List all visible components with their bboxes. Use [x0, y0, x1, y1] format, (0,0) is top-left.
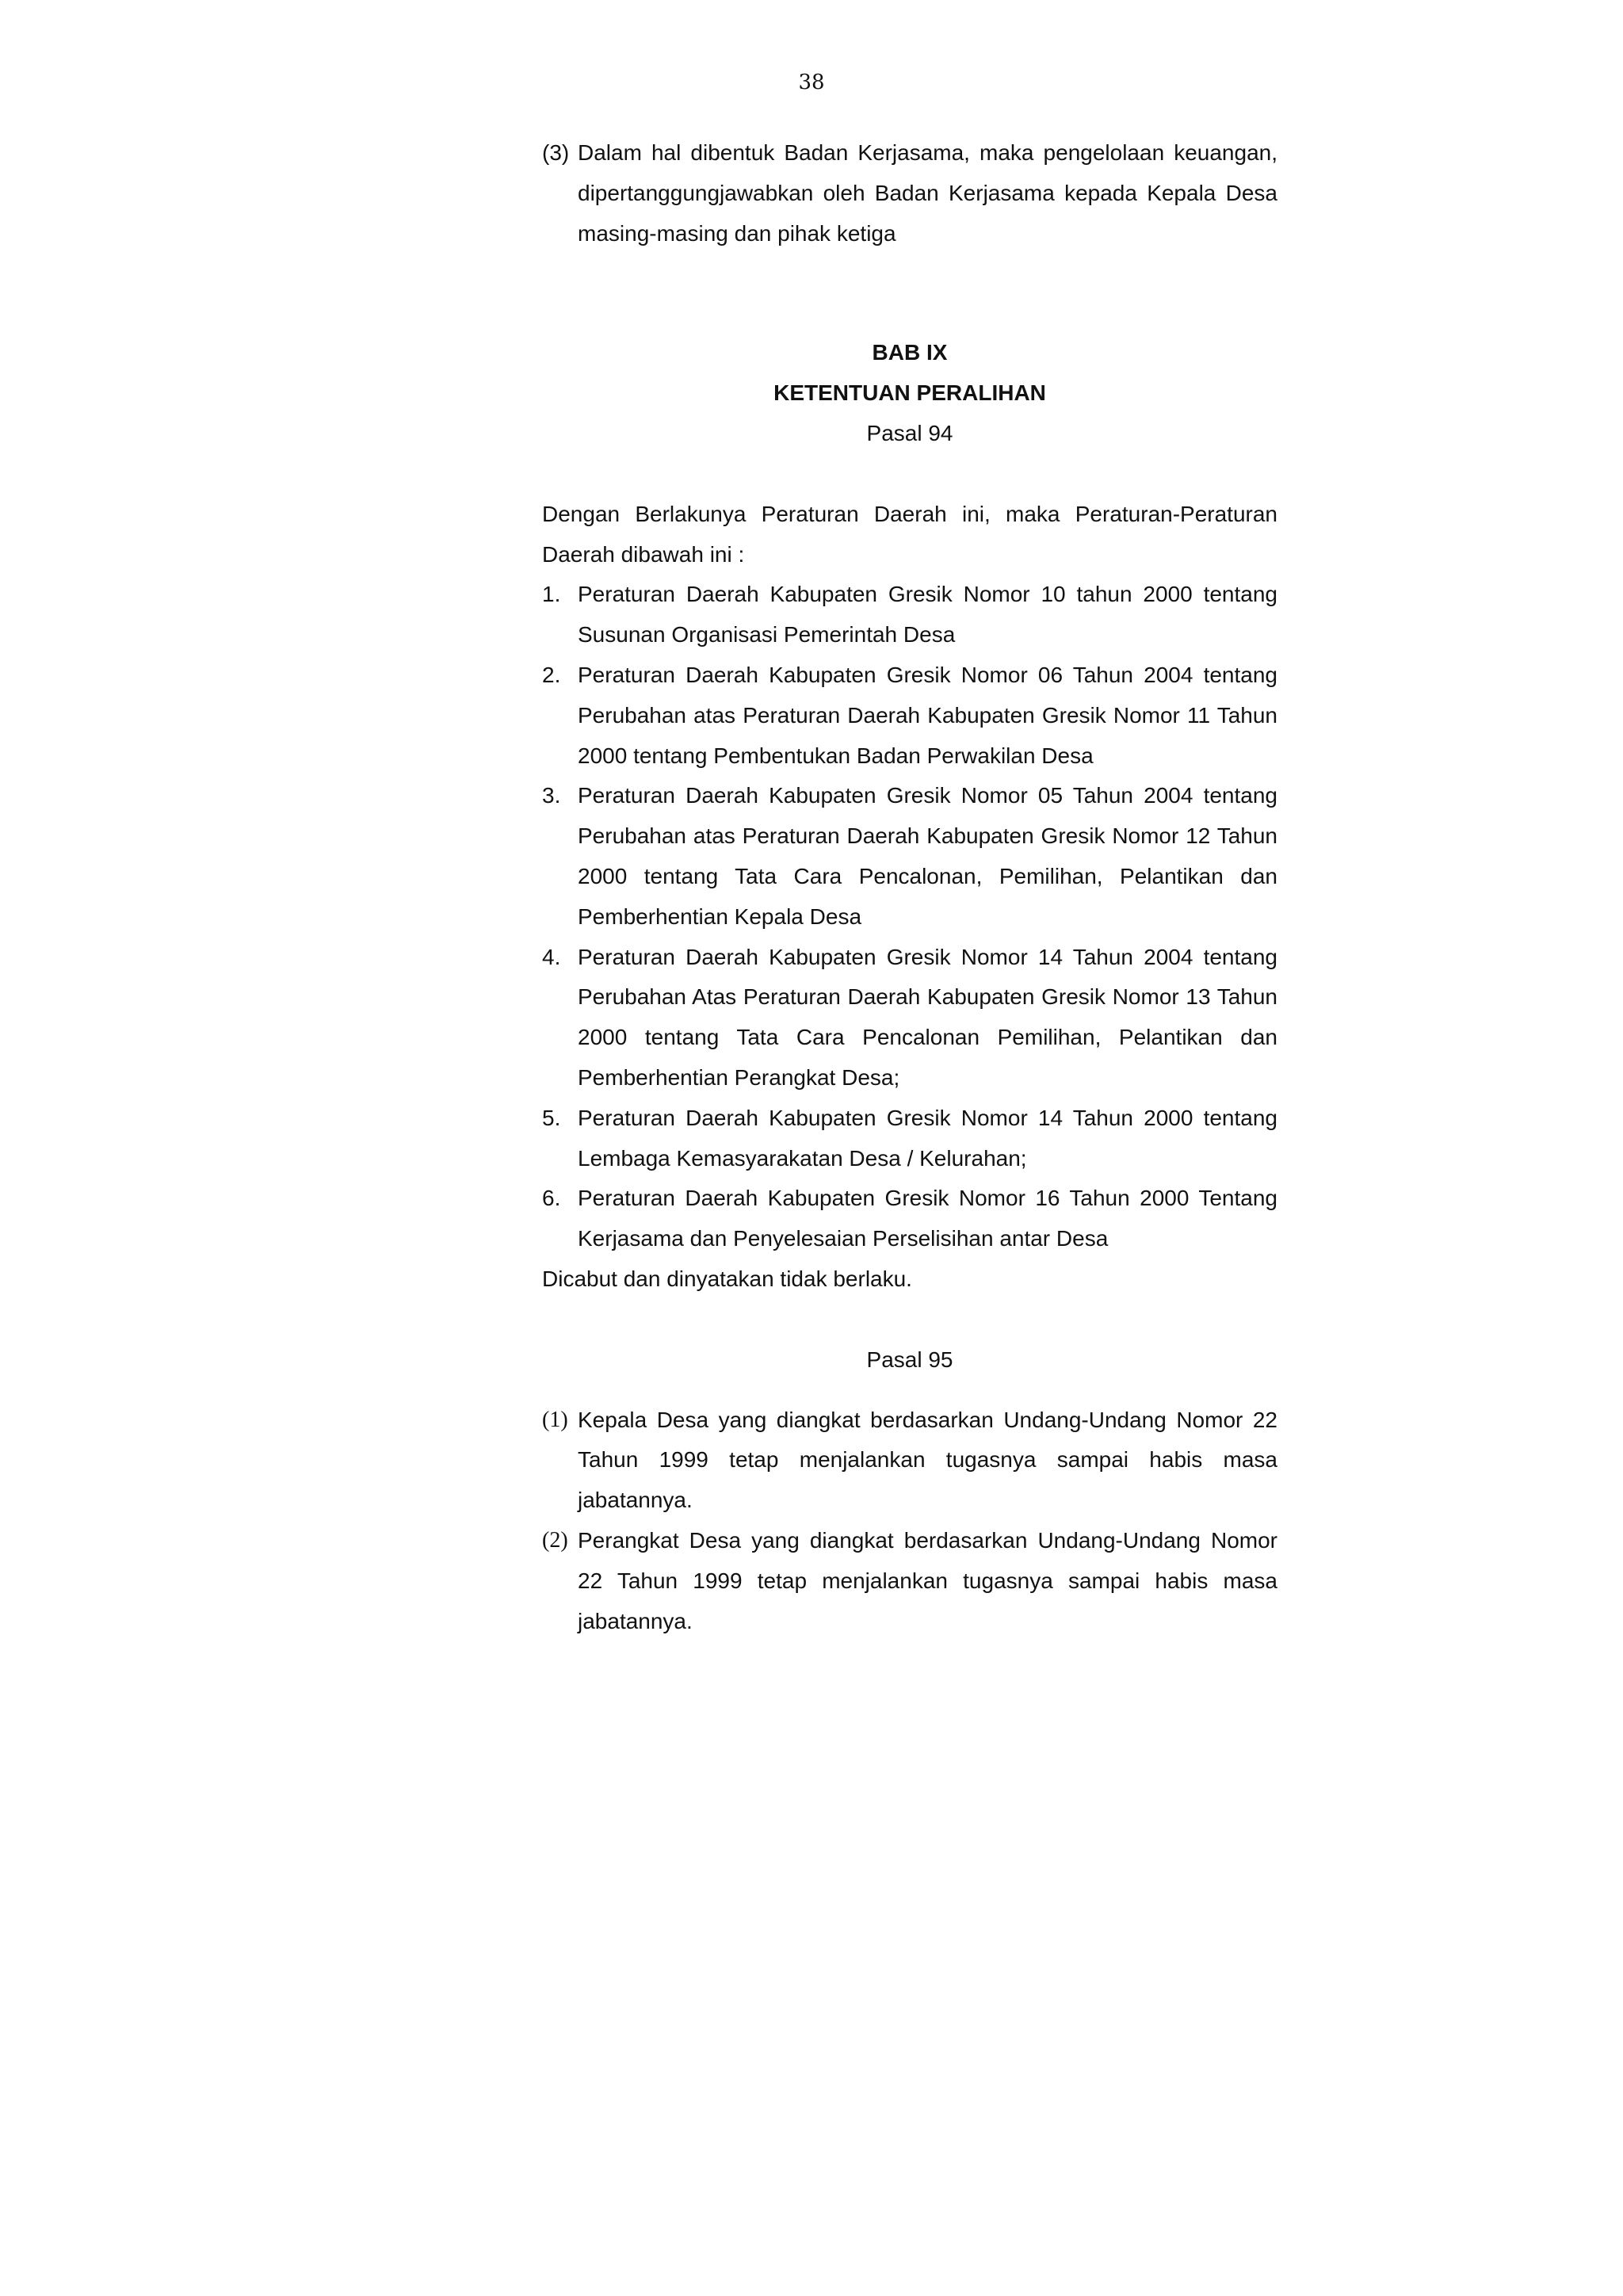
item-text: Dalam hal dibentuk Badan Kerjasama, maka pengelolaan keuangan, dipertanggungjawabkan oleh Badan Kerjasama kepada Kepala Desa masing-masing dan pihak ketiga [578, 140, 1277, 246]
page-content [542, 133, 1277, 1641]
list-item [542, 655, 1277, 776]
item-marker: 5. [542, 1105, 561, 1130]
item-marker: (1) [542, 1407, 568, 1432]
item-text: Peraturan Daerah Kabupaten Gresik Nomor 14 Tahun 2000 tentang Lembaga Kemasyarakatan Desa / Kelurahan; [578, 1105, 1277, 1171]
list-item [542, 1098, 1277, 1179]
item-text: Kepala Desa yang diangkat berdasarkan Undang-Undang Nomor 22 Tahun 1999 tetap menjalankan tugasnya sampai habis masa jabatannya. [578, 1407, 1277, 1513]
list-item [542, 1179, 1277, 1259]
spacer [542, 1381, 1277, 1400]
page-number: 38 [798, 71, 825, 94]
item-marker: (2) [542, 1527, 568, 1553]
item-marker: 4. [542, 944, 561, 969]
item-text: Peraturan Daerah Kabupaten Gresik Nomor 14 Tahun 2004 tentang Perubahan Atas Peraturan Daerah Kabupaten Gresik Nomor 13 Tahun 2000 tentang Tata Cara Pencalonan Pemilihan, Pelantikan dan Pemberhentian Perangkat Desa; [578, 944, 1277, 1090]
item-text: Peraturan Daerah Kabupaten Gresik Nomor 05 Tahun 2004 tentang Perubahan atas Peraturan Daerah Kabupaten Gresik Nomor 12 Tahun 2000 tentang Tata Cara Pencalonan, Pemilihan, Pelantikan dan Pemberhentian Kepala Desa [578, 783, 1277, 929]
item-text: Peraturan Daerah Kabupaten Gresik Nomor 10 tahun 2000 tentang Susunan Organisasi Pemerintah Desa [578, 582, 1277, 648]
item-marker: 3. [542, 783, 561, 808]
list-item [542, 776, 1277, 937]
item-text: Peraturan Daerah Kabupaten Gresik Nomor 06 Tahun 2004 tentang Perubahan atas Peraturan Daerah Kabupaten Gresik Nomor 11 Tahun 2000 tentang Pembentukan Badan Perwakilan Desa [578, 662, 1277, 768]
item-text: Peraturan Daerah Kabupaten Gresik Nomor 16 Tahun 2000 Tentang Kerjasama dan Penyelesaian Perselisihan antar Desa [578, 1186, 1277, 1251]
spacer [542, 1300, 1277, 1340]
item-marker: 1. [542, 582, 561, 607]
item-text: Perangkat Desa yang diangkat berdasarkan Undang-Undang Nomor 22 Tahun 1999 tetap menjalankan tugasnya sampai habis masa jabatannya. [578, 1527, 1277, 1633]
chapter-title: KETENTUAN PERALIHAN [773, 380, 1046, 406]
spacer [542, 454, 1277, 495]
chapter-number: BAB IX [872, 340, 948, 365]
pasal-94-intro: Dengan Berlakunya Peraturan Daerah ini, maka Peraturan-Peraturan Daerah dibawah ini : [542, 501, 1277, 567]
pasal-95-list [542, 1400, 1277, 1642]
list-item [542, 1521, 1277, 1641]
pasal-94-closing: Dicabut dan dinyatakan tidak berlaku. [542, 1266, 912, 1291]
list-item [542, 575, 1277, 655]
item-marker: 6. [542, 1186, 561, 1211]
item-marker: 2. [542, 662, 561, 687]
pasal-95-heading: Pasal 95 [866, 1347, 953, 1372]
regulation-list [542, 575, 1277, 1259]
spacer [542, 254, 1277, 333]
pasal-93-item-3 [542, 133, 1277, 254]
pasal-94-heading: Pasal 94 [866, 420, 953, 445]
item-marker: (3) [542, 140, 570, 165]
list-item [542, 938, 1277, 1098]
list-item [542, 1400, 1277, 1521]
